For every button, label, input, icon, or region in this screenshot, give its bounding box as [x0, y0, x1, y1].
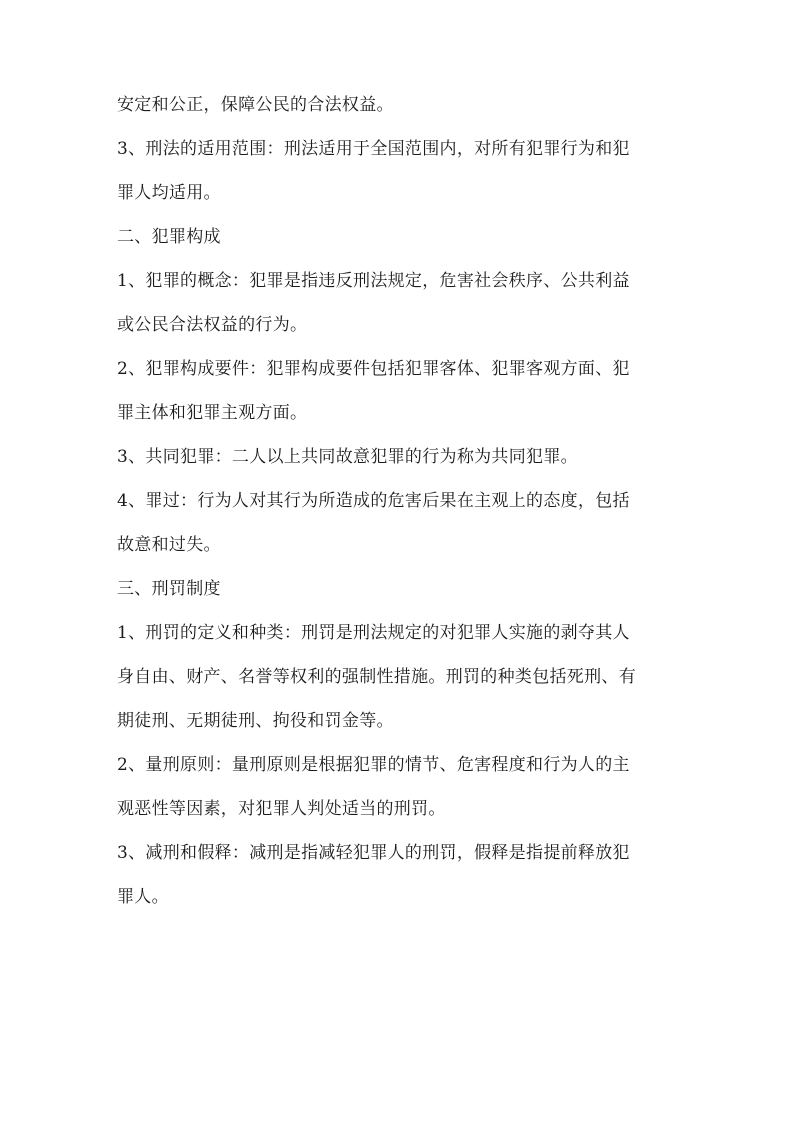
- text-line: 期徒刑、无期徒刑、拘役和罚金等。: [117, 711, 394, 731]
- text-line: 3、共同犯罪：二人以上共同故意犯罪的行为称为共同犯罪。: [117, 447, 578, 467]
- text-line: 2、犯罪构成要件：犯罪构成要件包括犯罪客体、犯罪客观方面、犯: [117, 359, 630, 379]
- text-line: 身自由、财产、名誉等权利的强制性措施。刑罚的种类包括死刑、有: [117, 667, 636, 687]
- text-line: 罪主体和犯罪主观方面。: [117, 403, 308, 423]
- text-line: 故意和过失。: [117, 535, 221, 555]
- document-page: [117, 83, 687, 919]
- text-line: 罪人。: [117, 887, 169, 907]
- text-line: 3、减刑和假释：减刑是指减轻犯罪人的刑罚，假释是指提前释放犯: [117, 843, 630, 863]
- text-line: 或公民合法权益的行为。: [117, 315, 308, 335]
- text-line: 3、刑法的适用范围：刑法适用于全国范围内，对所有犯罪行为和犯: [117, 139, 630, 159]
- text-line: 罪人均适用。: [117, 183, 221, 203]
- text-line: 观恶性等因素，对犯罪人判处适当的刑罚。: [117, 799, 446, 819]
- text-line: 1、犯罪的概念：犯罪是指违反刑法规定，危害社会秩序、公共利益: [117, 271, 630, 291]
- text-line: 1、刑罚的定义和种类：刑罚是刑法规定的对犯罪人实施的剥夺其人: [117, 623, 630, 643]
- section-heading: 二、犯罪构成: [117, 227, 221, 247]
- text-line: 安定和公正，保障公民的合法权益。: [117, 95, 394, 115]
- text-line: 2、量刑原则：量刑原则是根据犯罪的情节、危害程度和行为人的主: [117, 755, 630, 775]
- section-heading: 三、刑罚制度: [117, 579, 221, 599]
- text-line: 4、罪过：行为人对其行为所造成的危害后果在主观上的态度，包括: [117, 491, 630, 511]
